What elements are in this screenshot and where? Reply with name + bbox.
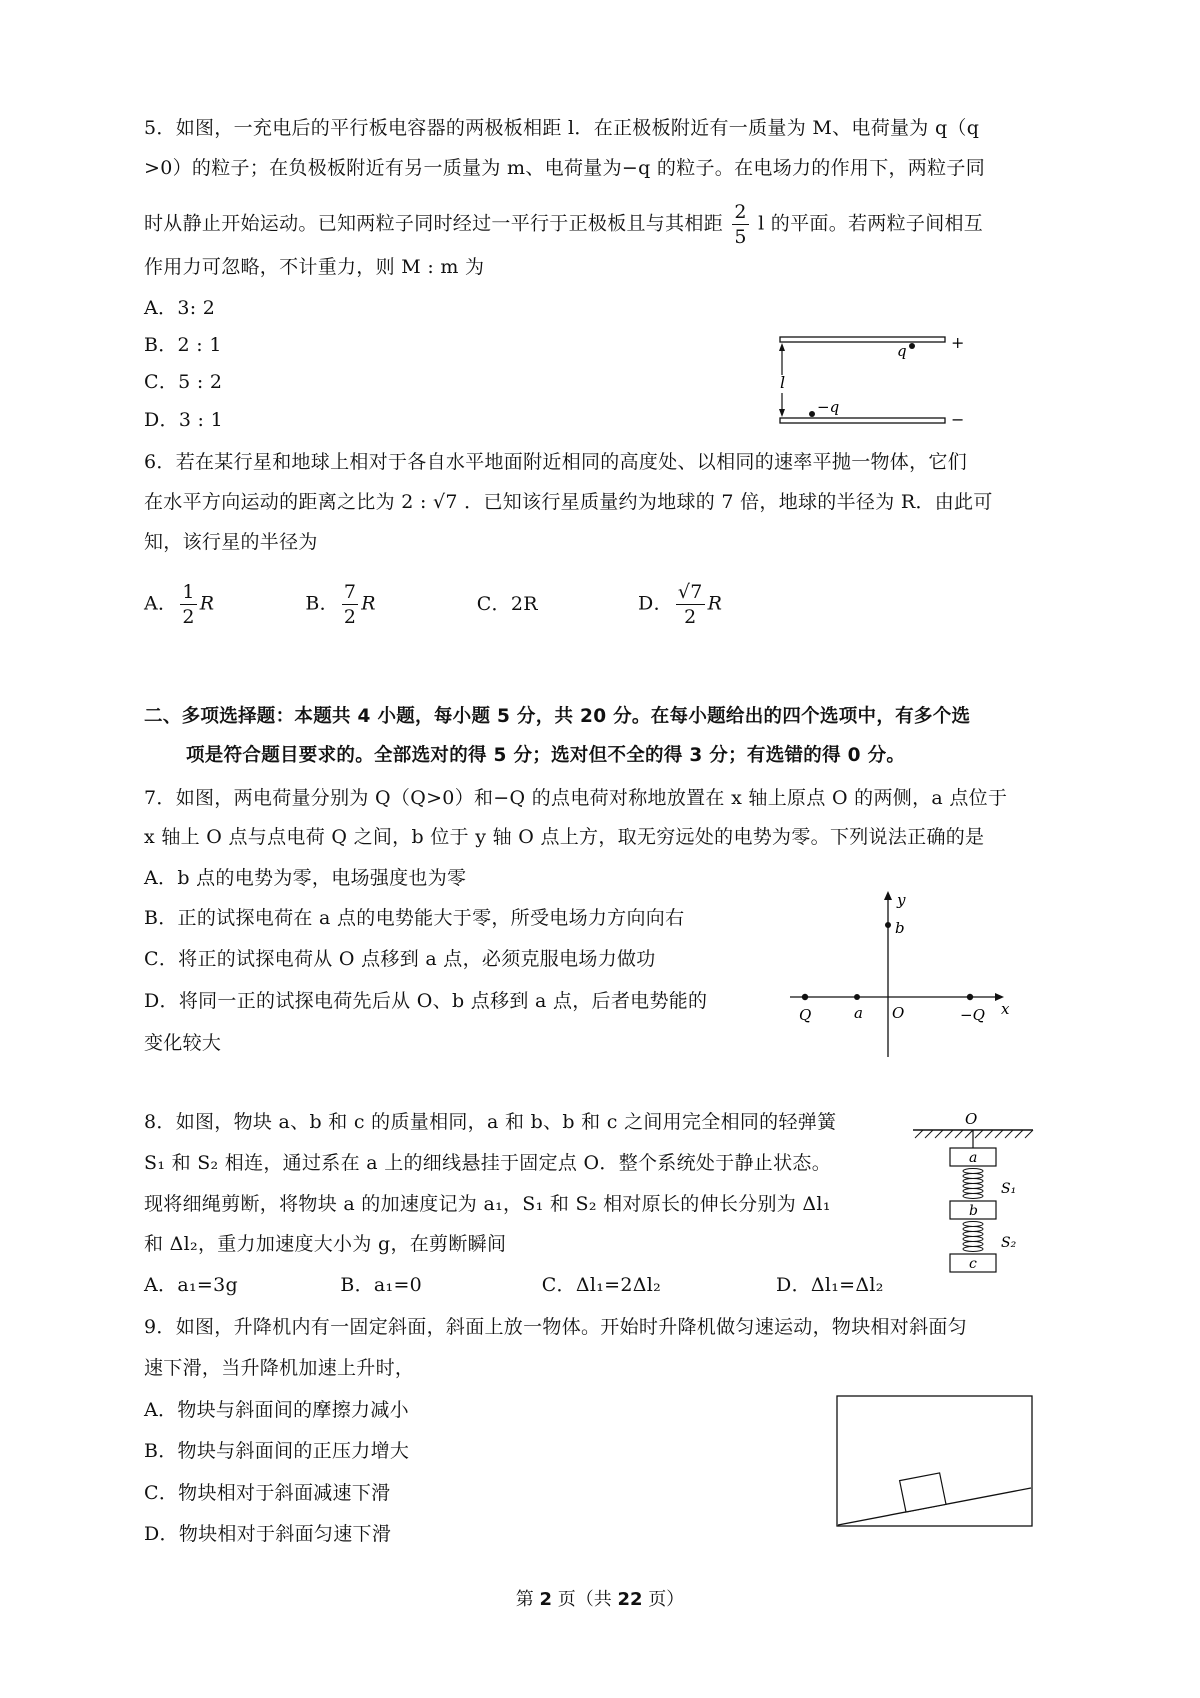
q9-option-a: A．物块与斜面间的摩擦力减小 <box>144 1399 409 1421</box>
q5-option-c: C．5 : 2 <box>144 371 223 393</box>
coordinate-diagram <box>780 885 1020 1060</box>
q9-option-c: C．物块相对于斜面减速下滑 <box>144 1482 391 1504</box>
elevator-incline-diagram <box>835 1394 1035 1529</box>
q6-line-2: 在水平方向运动的距离之比为 2 : √7 ．已知该行星质量约为地球的 7 倍，地球的半径为 R．由此可 <box>144 491 993 513</box>
distance-label: l <box>780 373 786 392</box>
q5-fraction-numerator: 2 <box>734 201 747 223</box>
q5-fraction-denominator: 5 <box>734 226 747 248</box>
q5-line-3-text-b: l 的平面。若两粒子间相互 <box>758 212 984 235</box>
point-a <box>854 994 860 1000</box>
q8-line-2: S₁ 和 S₂ 相连，通过系在 a 上的细线悬挂于固定点 O．整个系统处于静止状态。 <box>144 1152 832 1174</box>
origin-label: O <box>892 1004 905 1022</box>
charge-q-label: Q <box>799 1006 812 1024</box>
particle-negq <box>809 411 815 417</box>
page-footer: 第 2 页（共 22 页） <box>515 1589 685 1610</box>
spring-s2 <box>963 1222 983 1252</box>
q8-option-d: D．Δl₁=Δl₂ <box>776 1274 884 1296</box>
particle-q <box>909 343 915 349</box>
q7-line-1: 7．如图，两电荷量分别为 Q（Q>0）和−Q 的点电荷对称地放置在 x 轴上原点 O 的两侧，a 点位于 <box>144 787 1008 809</box>
q9-line-2: 速下滑，当升降机加速上升时， <box>144 1357 415 1379</box>
q8-line-4: 和 Δl₂，重力加速度大小为 g，在剪断瞬间 <box>144 1233 507 1255</box>
q8-options <box>144 1273 884 1297</box>
q6-options <box>144 580 722 629</box>
spring-s1-label: S₁ <box>1001 1181 1017 1197</box>
q6-option-c: C．2R <box>476 592 538 615</box>
sliding-block <box>900 1473 946 1512</box>
spring-s2-label: S₂ <box>1001 1235 1017 1251</box>
ceiling-hatch <box>915 1130 1033 1138</box>
q7-option-d-line-2: 变化较大 <box>144 1032 222 1054</box>
q5-line-1: 5．如图，一充电后的平行板电容器的两极板相距 l．在正极板附近有一质量为 M、电荷量为 q（q <box>144 117 980 139</box>
spring-block-diagram <box>905 1108 1045 1308</box>
positive-plate <box>780 337 945 342</box>
charge-negq <box>967 994 973 1000</box>
y-axis-arrow <box>884 891 892 900</box>
block-b-label: b <box>969 1203 978 1219</box>
q5-line-3 <box>144 200 983 249</box>
fixed-point-o-label: O <box>965 1110 978 1128</box>
charge-negq-label: −Q <box>960 1006 985 1024</box>
page-number: 2 <box>539 1589 552 1610</box>
block-c-label: c <box>969 1256 977 1272</box>
x-axis-label: x <box>1001 1000 1010 1018</box>
section-2-heading-line-2: 项是符合题目要求的。全部选对的得 5 分；选对但不全的得 3 分；有选错的得 0 分。 <box>186 745 906 766</box>
q5-option-d: D．3 : 1 <box>144 409 223 431</box>
particle-negq-label: −q <box>817 398 840 416</box>
q9-line-1: 9．如图，升降机内有一固定斜面，斜面上放一物体。开始时升降机做匀速运动，物块相对斜面匀 <box>144 1316 967 1338</box>
total-pages: 22 <box>617 1589 643 1610</box>
q8-option-b: B．a₁=0 <box>340 1274 423 1296</box>
q8-line-3: 现将细绳剪断，将物块 a 的加速度记为 a₁，S₁ 和 S₂ 相对原长的伸长分别为 Δl₁ <box>144 1193 831 1215</box>
q6-line-1: 6．若在某行星和地球上相对于各自水平地面附近相同的高度处、以相同的速率平抛一物体，它们 <box>144 451 967 473</box>
q8-line-1: 8．如图，物块 a、b 和 c 的质量相同，a 和 b、b 和 c 之间用完全相同的轻弹簧 <box>144 1111 837 1133</box>
capacitor-diagram <box>770 325 970 435</box>
q7-option-b: B．正的试探电荷在 a 点的电势能大于零，所受电场力方向向右 <box>144 907 685 929</box>
particle-q-label: q <box>897 342 907 360</box>
q5-line-3-text-a: 时从静止开始运动。已知两粒子同时经过一平行于正极板且与其相距 <box>144 212 724 235</box>
q5-option-a: A．3: 2 <box>144 297 216 319</box>
point-b <box>885 922 891 928</box>
q5-option-b: B．2 : 1 <box>144 334 222 356</box>
q9-option-b: B．物块与斜面间的正压力增大 <box>144 1440 410 1462</box>
q5-fraction <box>732 200 748 249</box>
q6-option-a: A． $\frac{1}{2}$ R <box>144 581 215 628</box>
section-2-heading-line-1: 二、多项选择题：本题共 4 小题，每小题 5 分，共 20 分。在每小题给出的四个选项中，有多个选 <box>144 706 971 727</box>
charge-q <box>802 994 808 1000</box>
q6-option-b: B． $\frac{7}{2}$ R <box>305 581 376 628</box>
negative-plate <box>780 418 945 423</box>
q5-line-2: >0）的粒子；在负极板附近有另一质量为 m、电荷量为−q 的粒子。在电场力的作用下，两粒子同 <box>144 157 985 179</box>
point-b-label: b <box>895 919 905 937</box>
q7-option-c: C．将正的试探电荷从 O 点移到 a 点，必须克服电场力做功 <box>144 948 656 970</box>
q6-option-d: D． $\frac{√7}{2}$ R <box>638 581 723 628</box>
q6-line-3: 知，该行星的半径为 <box>144 531 318 553</box>
minus-sign: − <box>951 410 965 429</box>
q7-option-a: A．b 点的电势为零，电场强度也为零 <box>144 867 467 889</box>
q7-line-2: x 轴上 O 点与点电荷 Q 之间，b 位于 y 轴 O 点上方，取无穷远处的电势为零。下列说法正确的是 <box>144 826 985 848</box>
block-a-label: a <box>969 1150 978 1166</box>
q8-option-a: A．a₁=3g <box>144 1274 238 1296</box>
y-axis-label: y <box>897 891 906 909</box>
spring-s1 <box>963 1169 983 1199</box>
q8-option-c: C．Δl₁=2Δl₂ <box>541 1274 662 1296</box>
distance-arrow-up <box>779 343 785 351</box>
distance-arrow-down <box>779 409 785 417</box>
q7-option-d-line-1: D．将同一正的试探电荷先后从 O、b 点移到 a 点，后者电势能的 <box>144 990 708 1012</box>
plus-sign: + <box>951 333 965 352</box>
point-a-label: a <box>854 1004 863 1022</box>
q5-line-4: 作用力可忽略，不计重力，则 M : m 为 <box>144 256 485 278</box>
q9-option-d: D．物块相对于斜面匀速下滑 <box>144 1523 392 1545</box>
